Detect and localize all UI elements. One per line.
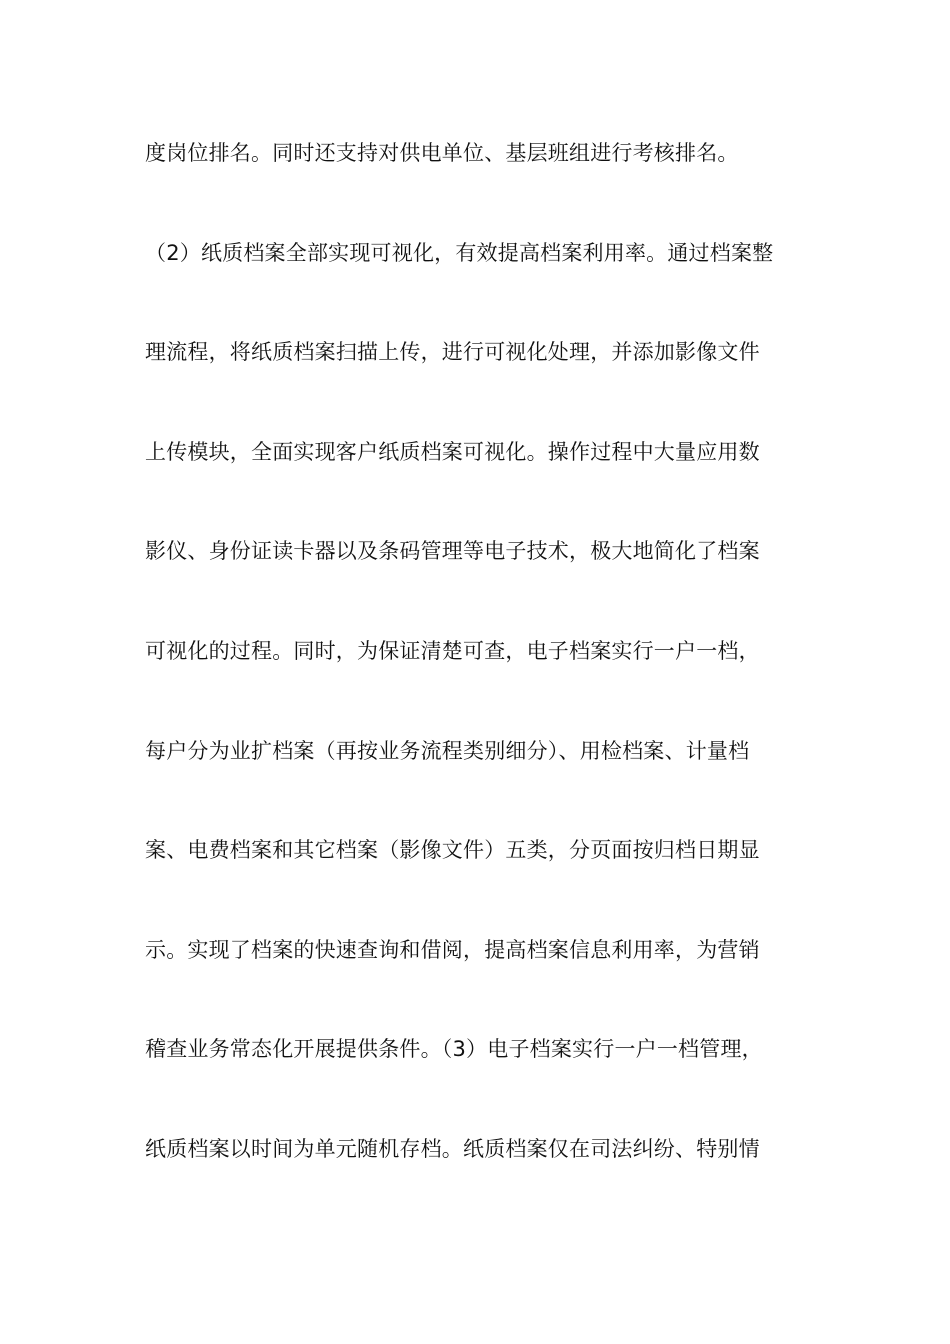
text-line: 稽查业务常态化开展提供条件。（3）电子档案实行一户一档管理， xyxy=(145,1037,763,1062)
body-text xyxy=(145,128,810,1224)
text-line: 影仪、身份证读卡器以及条码管理等电子技术，极大地简化了档案 xyxy=(145,539,760,564)
text-line: 理流程，将纸质档案扫描上传，进行可视化处理，并添加影像文件 xyxy=(145,340,760,365)
text-line: （2）纸质档案全部实现可视化，有效提高档案利用率。通过档案整 xyxy=(145,240,774,265)
text-line: 案、电费档案和其它档案（影像文件）五类，分页面按归档日期显 xyxy=(145,838,760,863)
text-line: 每户分为业扩档案（再按业务流程类别细分）、用检档案、计量档 xyxy=(145,738,750,763)
text-line: 示。实现了档案的快速查询和借阅，提高档案信息利用率，为营销 xyxy=(145,937,760,962)
text-line: 纸质档案以时间为单元随机存档。纸质档案仅在司法纠纷、特别情 xyxy=(145,1136,760,1161)
text-line: 度岗位排名。同时还支持对供电单位、基层班组进行考核排名。 xyxy=(145,141,739,165)
text-line: 可视化的过程。同时，为保证清楚可查，电子档案实行一户一档， xyxy=(145,638,760,663)
text-line: 上传模块，全面实现客户纸质档案可视化。操作过程中大量应用数 xyxy=(145,439,760,464)
